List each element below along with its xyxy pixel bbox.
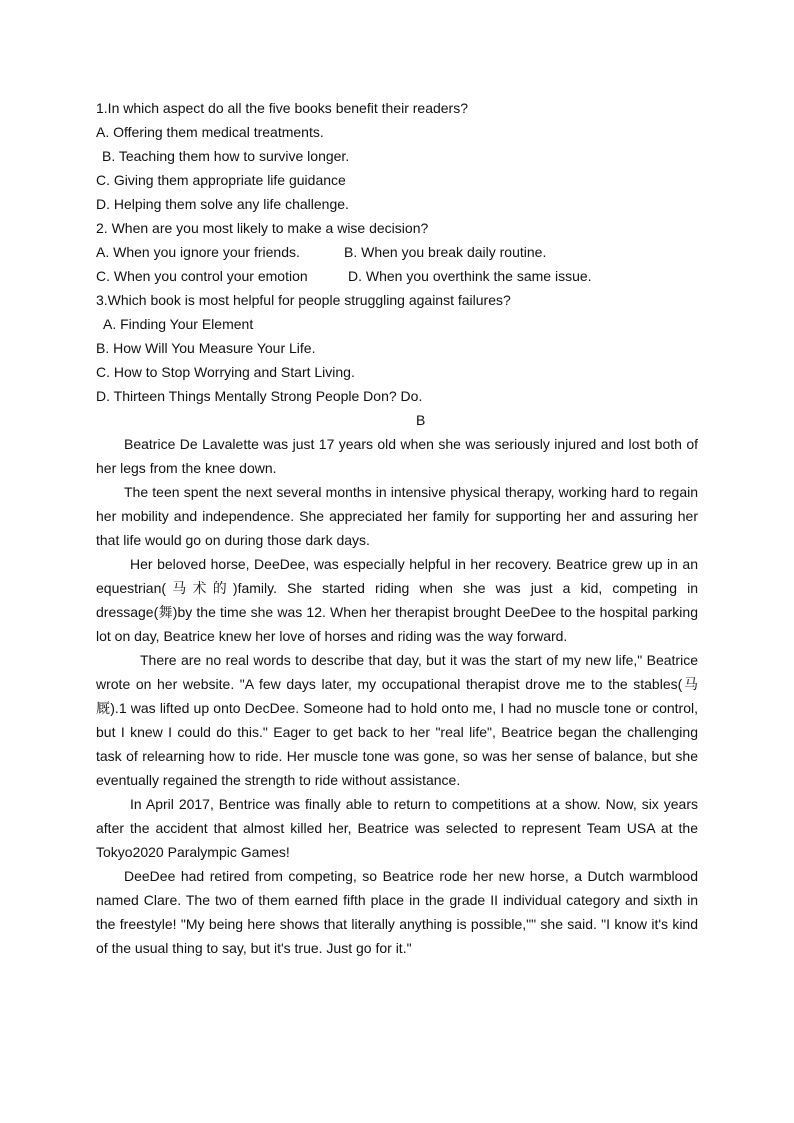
passage-paragraph-5: In April 2017, Bentrice was finally able to return to competitions at a show. Now, six years after the accident that almost killed her, Beatrice was selected to represent Team USA at the Tokyo2020 Paralympic Games! — [96, 796, 698, 860]
question-2-option-a: A. When you ignore your friends. — [96, 244, 300, 260]
section-heading: B — [416, 412, 426, 428]
question-1-option-b: B. Teaching them how to survive longer. — [102, 148, 350, 164]
question-2-stem: 2. When are you most likely to make a wise decision? — [96, 220, 429, 236]
question-3-option-c: C. How to Stop Worrying and Start Living. — [96, 364, 355, 380]
passage-paragraph-4: There are no real words to describe that day, but it was the start of my new life," Beatrice wrote on her website. "A few days later, my occupational therapist drove me to the stables(马厩).1 was lifted up onto DecDee. Someone had to hold onto me, I had no muscle tone or control, but I knew I could do this." Eager to get back to her "real life", Beatrice began the challenging task of relearning how to ride. Her muscle tone was gone, so was her sense of balance, but she eventually regained the strength to ride without assistance. — [96, 652, 698, 788]
question-3-option-d: D. Thirteen Things Mentally Strong People Don? Do. — [96, 388, 423, 404]
question-1-option-c: C. Giving them appropriate life guidance — [96, 172, 346, 188]
question-2-options-row-2 — [96, 264, 698, 288]
question-2-option-d: D. When you overthink the same issue. — [348, 268, 592, 284]
question-1-stem: 1.In which aspect do all the five books benefit their readers? — [96, 100, 468, 116]
question-1-option-d: D. Helping them solve any life challenge. — [96, 196, 349, 212]
question-1-option-a: A. Offering them medical treatments. — [96, 124, 324, 140]
question-2-option-b: B. When you break daily routine. — [344, 244, 547, 260]
question-2-option-c: C. When you control your emotion — [96, 268, 308, 284]
document-page — [96, 96, 698, 960]
question-2-options-row-1 — [96, 240, 698, 264]
passage-paragraph-3: Her beloved horse, DeeDee, was especially helpful in her recovery. Beatrice grew up in an equestrian(马术的)family. She started riding when she was just a kid, competing in dressage(舞)by the time she was 12. When her therapist brought DeeDee to the hospital parking lot on day, Beatrice knew her love of horses and riding was the way forward. — [96, 556, 698, 644]
passage-paragraph-6: DeeDee had retired from competing, so Beatrice rode her new horse, a Dutch warmblood named Clare. The two of them earned fifth place in the grade II individual category and sixth in the freestyle! "My being here shows that literally anything is possible,"" she said. "I know it's kind of the usual thing to say, but it's true. Just go for it." — [96, 868, 698, 956]
question-3-option-b: B. How Will You Measure Your Life. — [96, 340, 316, 356]
passage-paragraph-2: The teen spent the next several months in intensive physical therapy, working hard to regain her mobility and independence. She appreciated her family for supporting her and assuring her that life would go on during those dark days. — [96, 484, 698, 548]
passage-paragraph-1: Beatrice De Lavalette was just 17 years old when she was seriously injured and lost both of her legs from the knee down. — [96, 436, 698, 476]
question-3-option-a: A. Finding Your Element — [103, 316, 254, 332]
question-3-stem: 3.Which book is most helpful for people struggling against failures? — [96, 292, 511, 308]
